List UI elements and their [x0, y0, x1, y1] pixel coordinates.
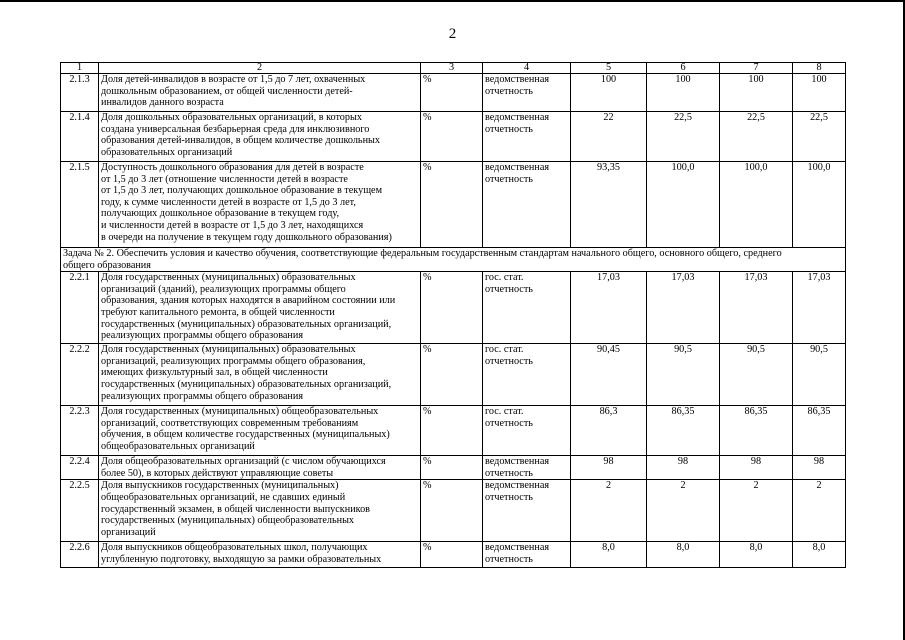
value-cell: 8,0	[571, 542, 647, 568]
unit-cell: %	[421, 112, 483, 162]
indicator-name: Доля дошкольных образовательных организаций, в которых создана универсальная безбарьерная среда для инклюзивного образования детей-инвалидов, в общем количестве дошкольных образовательных организаций	[99, 112, 421, 162]
value-cell: 2	[720, 480, 793, 542]
task-text: Задача № 2. Обеспечить условия и качество обучения, соответствующие федеральным государственным стандартам начального общего, основного общего, среднего общего образования	[61, 248, 846, 272]
source-cell: ведомственная отчетность	[483, 542, 571, 568]
header-cell: 5	[571, 63, 647, 74]
row-number: 2.1.3	[61, 74, 99, 112]
header-cell: 4	[483, 63, 571, 74]
value-cell: 98	[571, 456, 647, 480]
unit-cell: %	[421, 272, 483, 344]
indicators-table	[60, 62, 846, 568]
header-cell: 8	[793, 63, 846, 74]
row-number: 2.1.5	[61, 162, 99, 248]
source-cell: ведомственная отчетность	[483, 480, 571, 542]
table-row	[61, 74, 846, 112]
table-header-row	[61, 63, 846, 74]
value-cell: 86,35	[793, 406, 846, 456]
value-cell: 100	[571, 74, 647, 112]
unit-cell: %	[421, 456, 483, 480]
value-cell: 17,03	[647, 272, 720, 344]
unit-cell: %	[421, 344, 483, 406]
value-cell: 90,45	[571, 344, 647, 406]
value-cell: 17,03	[720, 272, 793, 344]
value-cell: 100,0	[647, 162, 720, 248]
value-cell: 100,0	[793, 162, 846, 248]
indicator-name: Доля детей-инвалидов в возрасте от 1,5 до 7 лет, охваченных дошкольным образованием, от общей численности детей- инвалидов данного возраста	[99, 74, 421, 112]
source-cell: гос. стат. отчетность	[483, 406, 571, 456]
source-cell: ведомственная отчетность	[483, 74, 571, 112]
value-cell: 8,0	[720, 542, 793, 568]
source-cell: ведомственная отчетность	[483, 456, 571, 480]
value-cell: 2	[793, 480, 846, 542]
row-number: 2.2.3	[61, 406, 99, 456]
value-cell: 86,3	[571, 406, 647, 456]
table-row	[61, 162, 846, 248]
value-cell: 98	[720, 456, 793, 480]
indicator-name: Доступность дошкольного образования для детей в возрасте от 1,5 до 3 лет (отношение численности детей в возрасте от 1,5 до 3 лет, получающих дошкольное образование в текущем году, к сумме численности детей в возрасте от 1,5 до 3 лет, получающих дошкольное образование в текущем году, и численности детей в возрасте от 1,5 до 3 лет, находящихся в очереди на получение в текущем году дошкольного образования)	[99, 162, 421, 248]
table-row	[61, 480, 846, 542]
table-row	[61, 112, 846, 162]
unit-cell: %	[421, 406, 483, 456]
unit-cell: %	[421, 74, 483, 112]
value-cell: 100,0	[720, 162, 793, 248]
page-edge-top	[0, 0, 905, 2]
value-cell: 2	[571, 480, 647, 542]
indicator-name: Доля государственных (муниципальных) образовательных организаций, реализующих программы общего образования, имеющих физкультурный зал, в общей численности государственных (муниципальных) образовательных организаций, реализующих программы общего образования	[99, 344, 421, 406]
table-row	[61, 272, 846, 344]
row-number: 2.2.4	[61, 456, 99, 480]
indicator-name: Доля выпускников общеобразовательных школ, получающих углубленную подготовку, выходящую за рамки образовательных	[99, 542, 421, 568]
row-number: 2.1.4	[61, 112, 99, 162]
source-cell: гос. стат. отчетность	[483, 272, 571, 344]
value-cell: 2	[647, 480, 720, 542]
page-number: 2	[448, 26, 457, 42]
value-cell: 100	[647, 74, 720, 112]
table-row	[61, 344, 846, 406]
unit-cell: %	[421, 542, 483, 568]
value-cell: 17,03	[571, 272, 647, 344]
value-cell: 86,35	[647, 406, 720, 456]
row-number: 2.2.6	[61, 542, 99, 568]
header-cell: 7	[720, 63, 793, 74]
row-number: 2.2.1	[61, 272, 99, 344]
task-row	[61, 248, 846, 272]
value-cell: 8,0	[647, 542, 720, 568]
value-cell: 93,35	[571, 162, 647, 248]
value-cell: 98	[793, 456, 846, 480]
header-cell: 1	[61, 63, 99, 74]
value-cell: 90,5	[793, 344, 846, 406]
value-cell: 86,35	[720, 406, 793, 456]
indicator-name: Доля государственных (муниципальных) образовательных организаций (зданий), реализующих программы общего образования, здания которых находятся в аварийном состоянии или требуют капитального ремонта, в общей численности государственных (муниципальных) образовательных организаций, реализующих программы общего образования	[99, 272, 421, 344]
value-cell: 22	[571, 112, 647, 162]
value-cell: 100	[793, 74, 846, 112]
table-row	[61, 456, 846, 480]
row-number: 2.2.2	[61, 344, 99, 406]
table-row	[61, 406, 846, 456]
source-cell: гос. стат. отчетность	[483, 344, 571, 406]
value-cell: 100	[720, 74, 793, 112]
value-cell: 17,03	[793, 272, 846, 344]
row-number: 2.2.5	[61, 480, 99, 542]
value-cell: 98	[647, 456, 720, 480]
indicator-name: Доля выпускников государственных (муниципальных) общеобразовательных организаций, не сдавших единый государственный экзамен, в общей численности выпускников государственных (муниципальных) общеобразовательных организаций	[99, 480, 421, 542]
value-cell: 8,0	[793, 542, 846, 568]
indicator-name: Доля государственных (муниципальных) общеобразовательных организаций, соответствующих современным требованиям обучения, в общем количестве государственных (муниципальных) общеобразовательных организаций	[99, 406, 421, 456]
unit-cell: %	[421, 162, 483, 248]
indicator-name: Доля общеобразовательных организаций (с числом обучающихся более 50), в которых действуют управляющие советы	[99, 456, 421, 480]
value-cell: 22,5	[793, 112, 846, 162]
header-cell: 6	[647, 63, 720, 74]
value-cell: 22,5	[720, 112, 793, 162]
value-cell: 22,5	[647, 112, 720, 162]
source-cell: ведомственная отчетность	[483, 112, 571, 162]
unit-cell: %	[421, 480, 483, 542]
value-cell: 90,5	[720, 344, 793, 406]
source-cell: ведомственная отчетность	[483, 162, 571, 248]
header-cell: 2	[99, 63, 421, 74]
value-cell: 90,5	[647, 344, 720, 406]
table-row	[61, 542, 846, 568]
header-cell: 3	[421, 63, 483, 74]
